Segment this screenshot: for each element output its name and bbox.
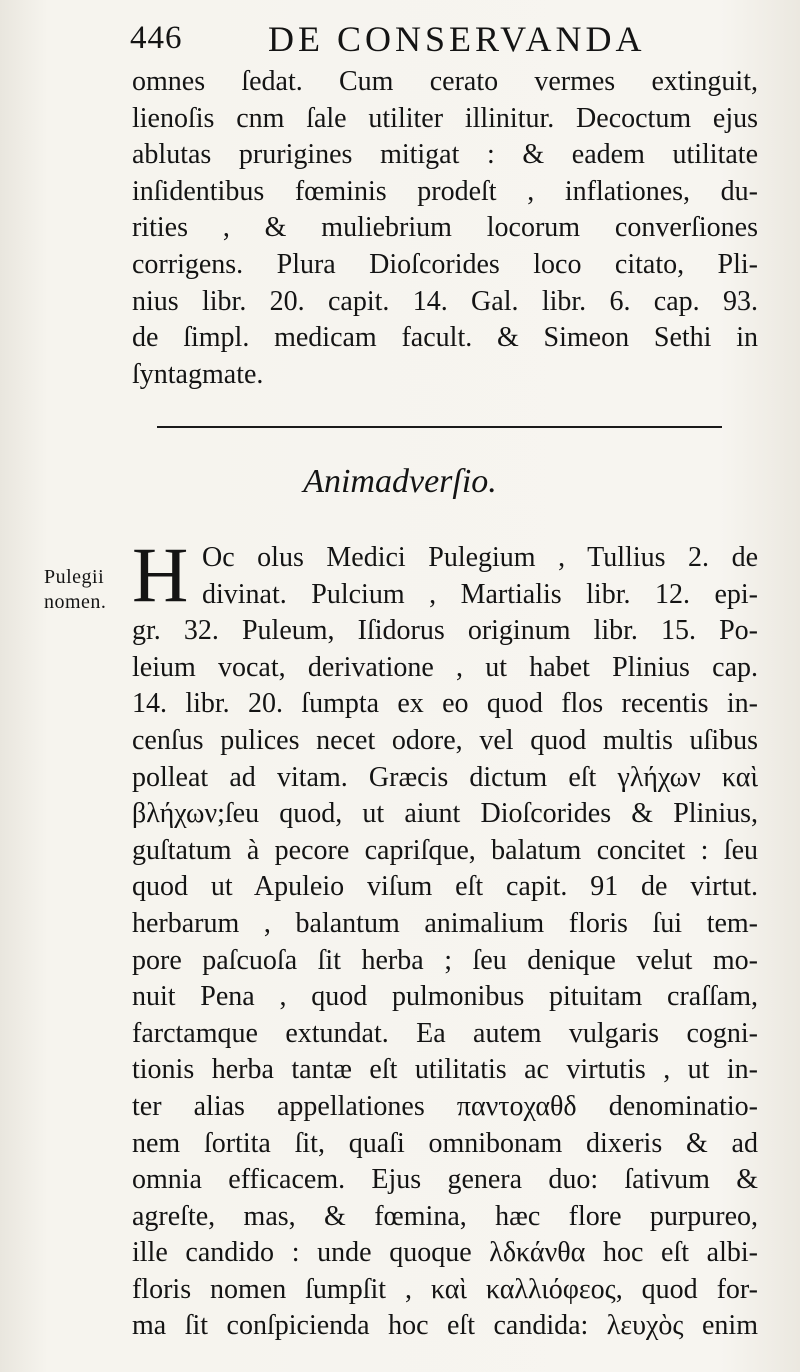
- text-line: 14. libr. 20. ſumpta ex eo quod flos recentis in-: [132, 688, 758, 720]
- text-line: cenſus pulices necet odore, vel quod multis uſibus: [132, 724, 758, 756]
- margin-note: [44, 565, 106, 615]
- text-line: lienoſis cnm ſale utiliter illinitur. Decoctum ejus: [132, 102, 758, 134]
- text-line: rities , & muliebrium locorum converſiones: [132, 212, 758, 244]
- text-line: ablutas prurigines mitigat : & eadem utilitate: [132, 139, 758, 171]
- horizontal-rule: [157, 426, 722, 428]
- text-line: tionis herba tantæ eſt utilitatis ac virtutis , ut in-: [132, 1054, 758, 1086]
- text-line: floris nomen ſumpſit , καὶ καλλιόφεος, quod for-: [132, 1273, 758, 1305]
- text-line: guſtatum à pecore capriſque, balatum concitet : ſeu: [132, 834, 758, 866]
- text-line: divinat. Pulcium , Martialis libr. 12. epi-: [202, 578, 758, 610]
- text-line: ille candido : unde quoque λδκάνθα hoc eſt albi-: [132, 1237, 758, 1269]
- running-head: [130, 18, 760, 62]
- text-line: nuit Pena , quod pulmonibus pituitam craſſam,: [132, 981, 758, 1013]
- margin-note-line: nomen.: [44, 591, 107, 613]
- drop-capital: H: [132, 531, 189, 618]
- text-line: ter alias appellationes παντοχαθδ denominatio-: [132, 1090, 758, 1122]
- text-line: de ſimpl. medicam facult. & Simeon Sethi in: [132, 322, 758, 354]
- text-line: omnes ſedat. Cum cerato vermes extinguit,: [132, 66, 758, 97]
- text-line: nius libr. 20. capit. 14. Gal. libr. 6. cap. 93.: [132, 285, 758, 317]
- body-paragraph: [132, 540, 758, 1345]
- text-line: βλήχων;ſeu quod, ut aiunt Dioſcorides & Plinius,: [132, 798, 758, 830]
- text-line: inſidentibus fœminis prodeſt , inflationes, du-: [132, 175, 758, 207]
- text-line: Oc olus Medici Pulegium , Tullius 2. de: [202, 542, 758, 573]
- text-line: farctamque extundat. Ea autem vulgaris cogni-: [132, 1017, 758, 1049]
- text-line: nem ſortita ſit, quaſi omnibonam dixeris & ad: [132, 1127, 758, 1159]
- page-number: 446: [130, 20, 183, 56]
- text-line: ſyntagmate.: [132, 358, 264, 390]
- text-line: pore paſcuoſa ſit herba ; ſeu denique velut mo-: [132, 944, 758, 976]
- text-line: omnia efficacem. Ejus genera duo: ſativum &: [132, 1164, 758, 1196]
- text-line: ma ſit conſpicienda hoc eſt candida: λευχὸς enim: [132, 1310, 758, 1342]
- text-line: leium vocat, derivatione , ut habet Plinius cap.: [132, 651, 758, 683]
- text-line: corrigens. Plura Dioſcorides loco citato, Pli-: [132, 248, 758, 280]
- text-line: quod ut Apuleio viſum eſt capit. 91 de virtut.: [132, 871, 758, 903]
- top-paragraph: [132, 64, 758, 393]
- margin-note-line: Pulegii: [44, 566, 105, 588]
- running-title: DE CONSERVANDA: [268, 19, 646, 59]
- text-line: polleat ad vitam. Græcis dictum eſt γλήχων καὶ: [132, 761, 758, 793]
- section-heading: Animadverſio.: [303, 463, 497, 500]
- text-line: gr. 32. Puleum, Iſidorus originum libr. 15. Po-: [132, 615, 758, 647]
- text-line: agreſte, mas, & fœmina, hæc flore purpureo,: [132, 1200, 758, 1232]
- text-line: herbarum , balantum animalium floris ſui tem-: [132, 907, 758, 939]
